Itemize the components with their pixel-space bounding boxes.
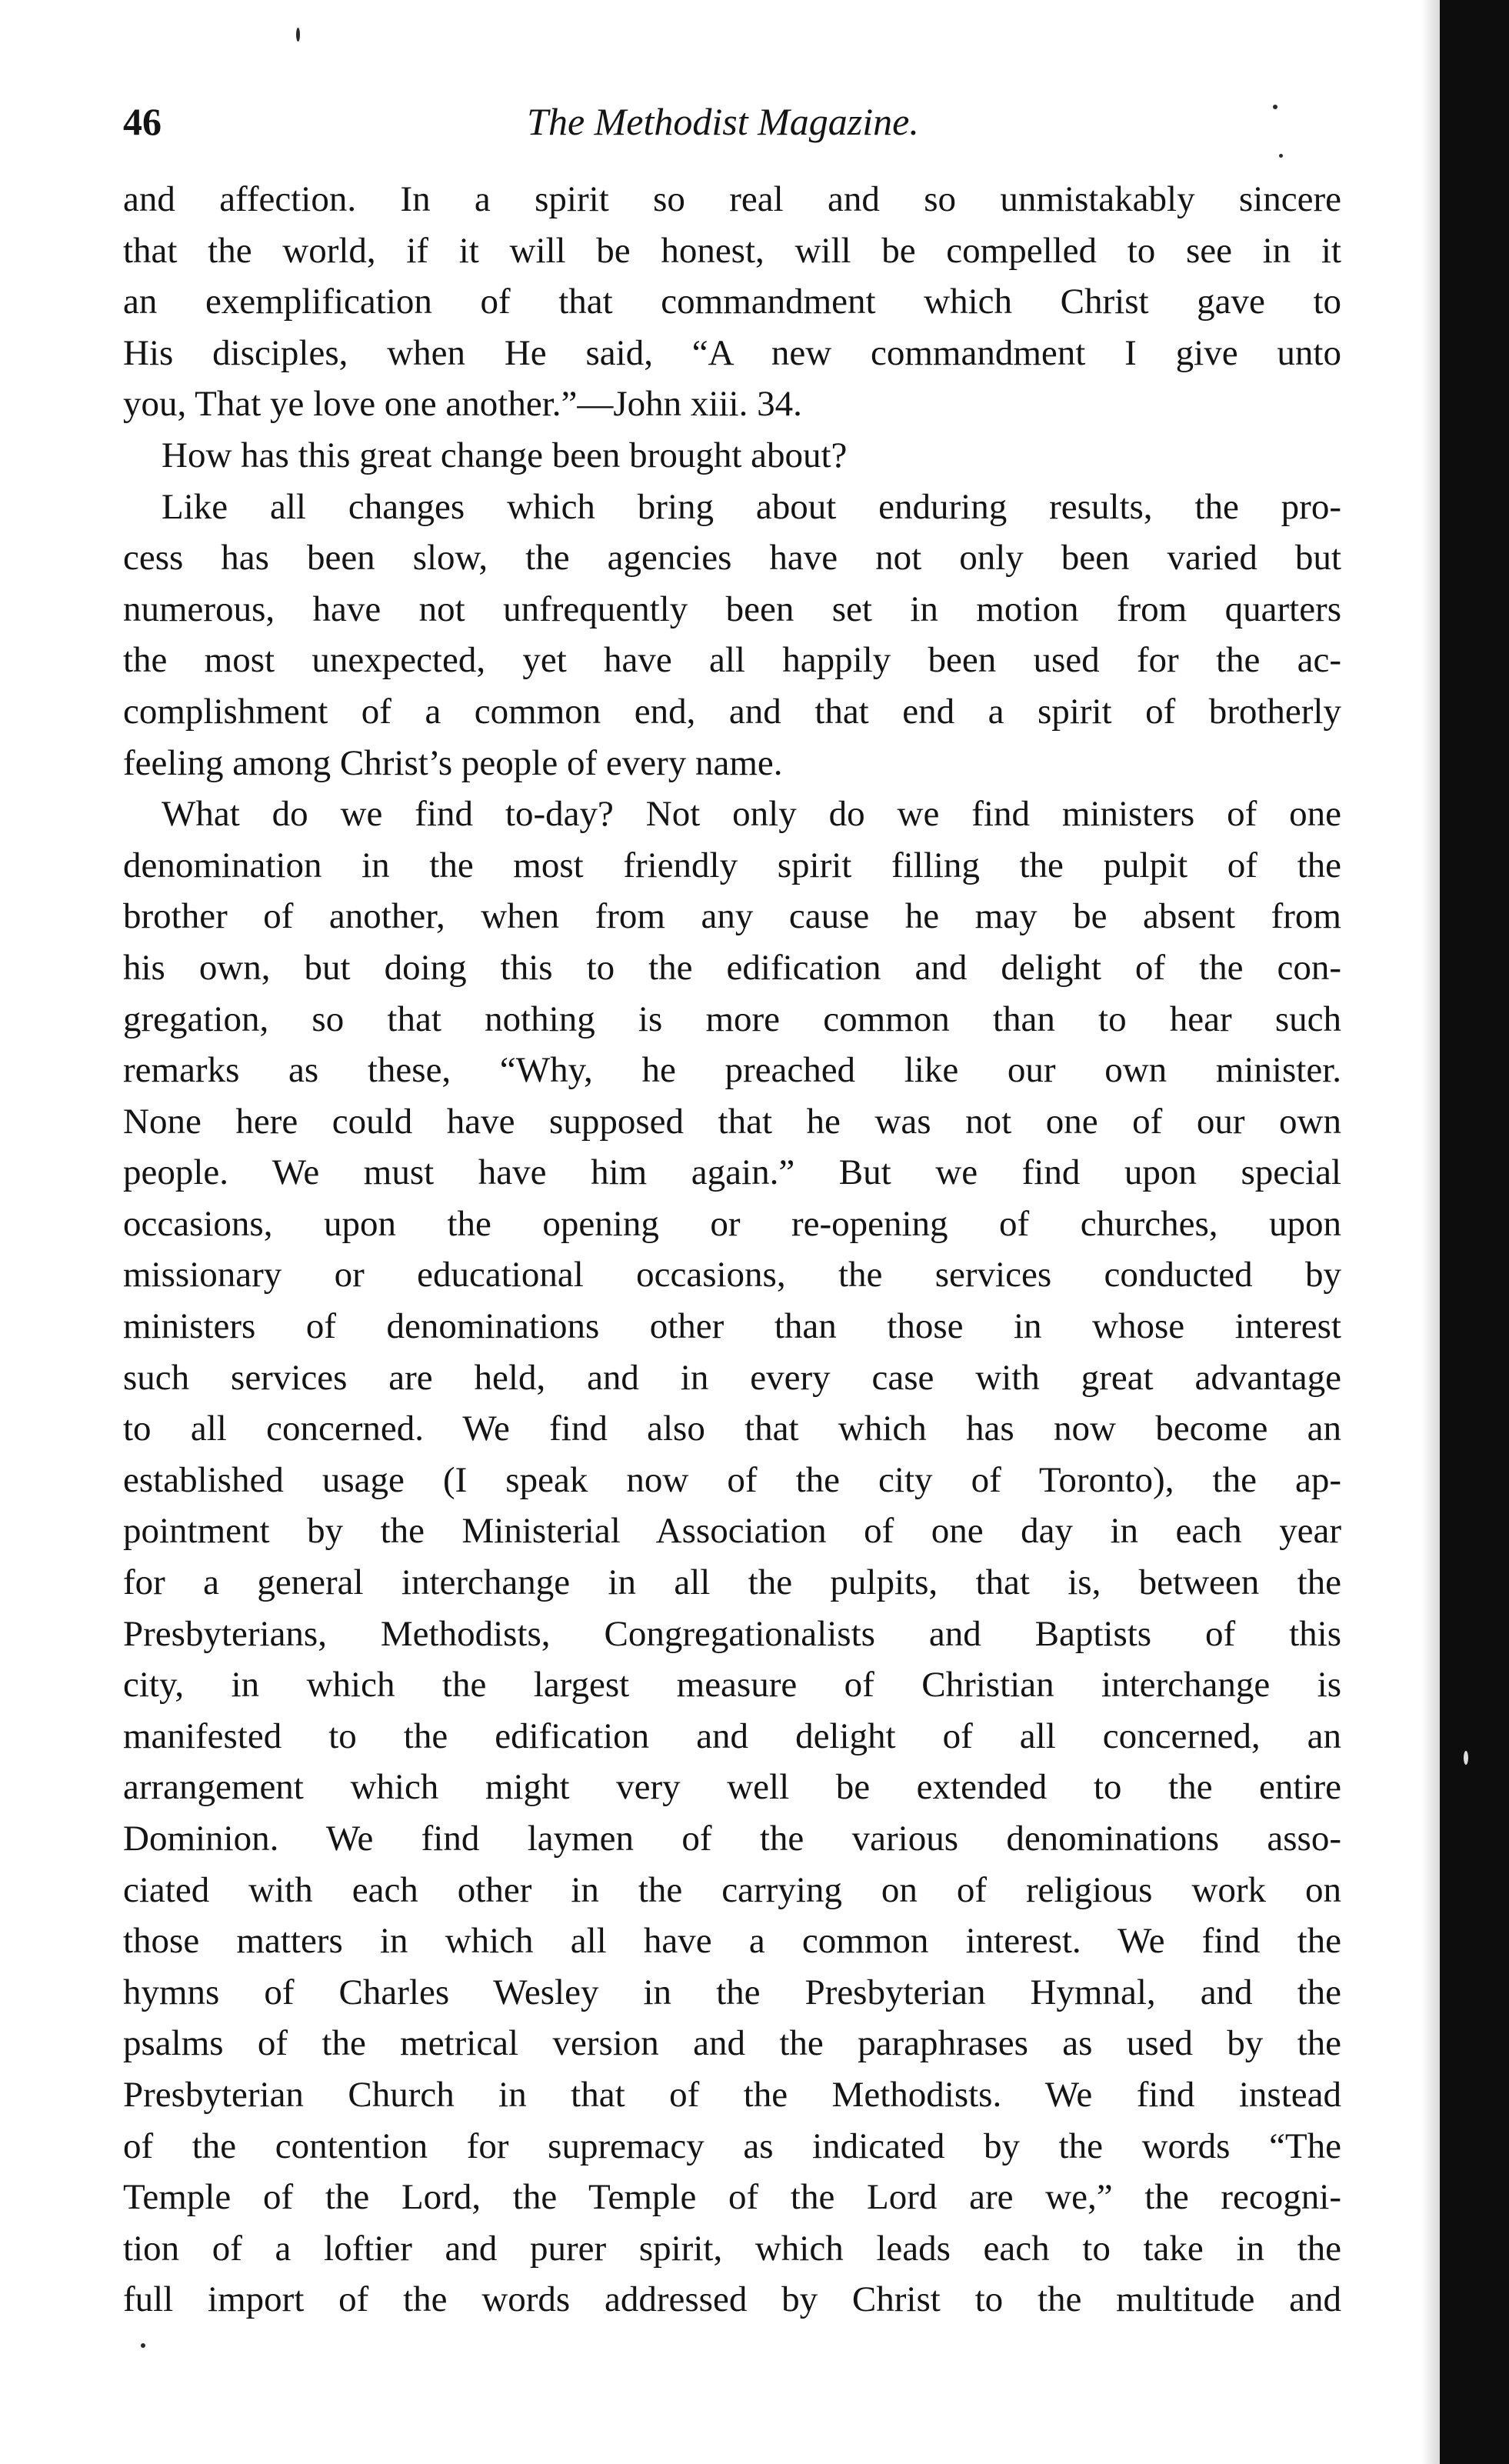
text-line: you, That ye love one another.”—John xiii. 34.	[123, 384, 802, 425]
scan-speck	[1279, 154, 1283, 158]
page-header	[115, 91, 1331, 152]
text-line: ciated with each other in the carrying on of religious work on	[123, 1869, 1341, 1910]
text-line: missionary or educational occasions, the services conducted by	[123, 1255, 1341, 1295]
text-line: and affection. In a spirit so real and so unmistakably sincere	[123, 179, 1341, 219]
running-title: The Methodist Magazine.	[527, 100, 919, 143]
scan-speck	[296, 28, 300, 42]
text-line: His disciples, when He said, “A new commandment I give unto	[123, 332, 1341, 373]
text-line: Dominion. We find laymen of the various denominations asso-	[123, 1819, 1341, 1859]
text-line: such services are held, and in every case with great advantage	[123, 1357, 1341, 1398]
scan-border-bar	[1440, 0, 1509, 2464]
text-line: the most unexpected, yet have all happily been used for the ac-	[123, 640, 1341, 681]
text-line: people. We must have him again.” But we find upon special	[123, 1152, 1341, 1193]
scan-speck	[1273, 105, 1277, 109]
text-line: feeling among Christ’s people of every name.	[123, 742, 783, 783]
text-line: pointment by the Ministerial Association of one day in each year	[123, 1511, 1341, 1552]
text-line: of the contention for supremacy as indicated by the words “The	[123, 2126, 1341, 2166]
scan-speck	[1464, 1751, 1468, 1765]
text-line: complishment of a common end, and that end a spirit of brotherly	[123, 691, 1341, 732]
text-line: those matters in which all have a common interest. We find the	[123, 1921, 1341, 1962]
text-line: for a general interchange in all the pulpits, that is, between the	[123, 1562, 1341, 1603]
text-line: city, in which the largest measure of Christian interchange is	[123, 1665, 1341, 1705]
scan-shadow	[1421, 0, 1440, 2464]
text-line: Temple of the Lord, the Temple of the Lord are we,” the recogni-	[123, 2177, 1341, 2218]
text-line: ministers of denominations other than those in whose interest	[123, 1306, 1341, 1347]
text-line: psalms of the metrical version and the paraphrases as used by the	[123, 2023, 1341, 2064]
scan-speck	[141, 2343, 145, 2348]
text-line: Presbyterians, Methodists, Congregationalists and Baptists of this	[123, 1613, 1341, 1654]
text-line: to all concerned. We find also that which has now become an	[123, 1409, 1341, 1449]
text-line: numerous, have not unfrequently been set in motion from quarters	[123, 588, 1341, 629]
text-line: denomination in the most friendly spirit filling the pulpit of the	[123, 845, 1341, 885]
text-line: tion of a loftier and purer spirit, which leads each to take in the	[123, 2228, 1341, 2269]
text-line: How has this great change been brought about?	[162, 435, 848, 475]
text-line: established usage (I speak now of the city of Toronto), the ap-	[123, 1459, 1341, 1500]
text-line: None here could have supposed that he was not one of our own	[123, 1101, 1341, 1142]
text-line: brother of another, when from any cause he may be absent from	[123, 896, 1341, 937]
text-line: Like all changes which bring about enduring results, the pro-	[162, 486, 1341, 527]
page-number: 46	[123, 100, 162, 143]
text-line: full import of the words addressed by Christ to the multitude and	[123, 2279, 1341, 2320]
text-line: remarks as these, “Why, he preached like our own minister.	[123, 1050, 1341, 1091]
body-text	[123, 174, 1341, 2326]
text-line: hymns of Charles Wesley in the Presbyterian Hymnal, and the	[123, 1972, 1341, 2012]
text-line: his own, but doing this to the edification and delight of the con-	[123, 947, 1341, 988]
text-line: cess has been slow, the agencies have not only been varied but	[123, 538, 1341, 578]
text-line: What do we find to-day? Not only do we find ministers of one	[162, 794, 1341, 835]
text-line: arrangement which might very well be extended to the entire	[123, 1767, 1341, 1808]
text-line: occasions, upon the opening or re-opening of churches, upon	[123, 1203, 1341, 1244]
text-line: manifested to the edification and delight of all concerned, an	[123, 1715, 1341, 1756]
text-line: Presbyterian Church in that of the Methodists. We find instead	[123, 2074, 1341, 2115]
text-line: that the world, if it will be honest, will be compelled to see in it	[123, 230, 1341, 271]
text-line: an exemplification of that commandment which Christ gave to	[123, 282, 1341, 322]
text-line: gregation, so that nothing is more common than to hear such	[123, 999, 1341, 1039]
